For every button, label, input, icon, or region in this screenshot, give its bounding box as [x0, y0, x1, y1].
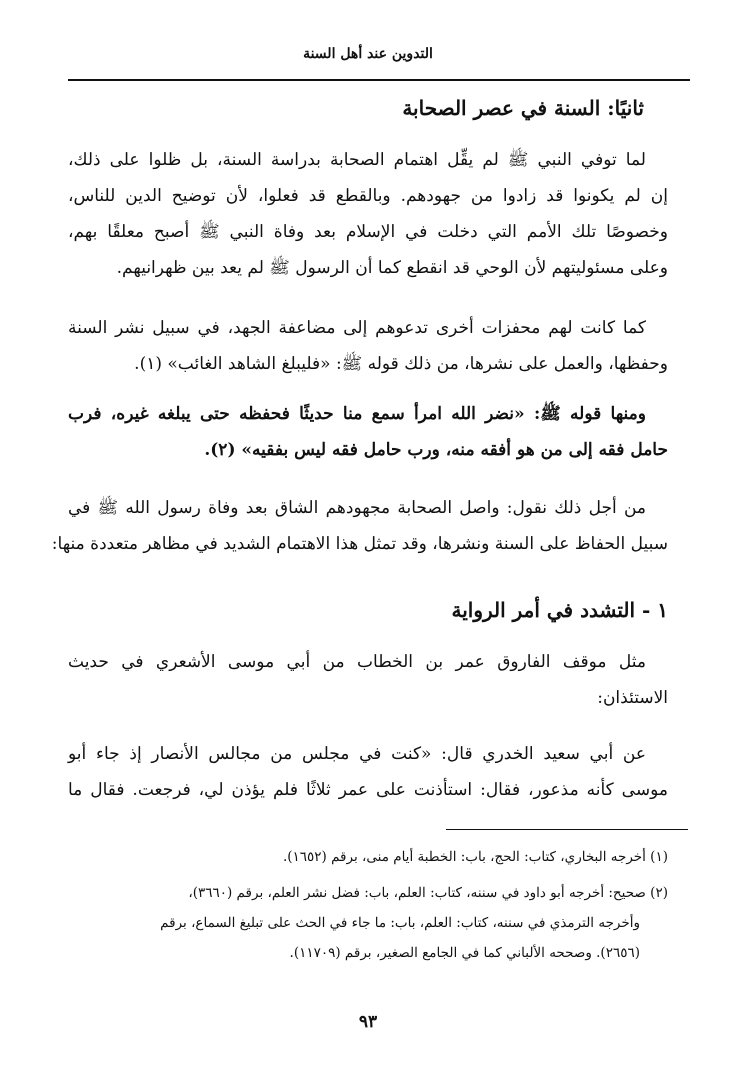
- footnote-line: (٢٦٥٦). وصححه الألباني كما في الجامع الصغير، برقم (١١٧٠٩).: [289, 945, 640, 961]
- paragraph-2: [68, 310, 668, 382]
- paragraph-line: مثل موقف الفاروق عمر بن الخطاب من أبي موسى الأشعري في حديث: [68, 652, 646, 672]
- paragraph-1: [68, 142, 668, 286]
- paragraph-4: [51, 490, 668, 562]
- footnote-2: [68, 878, 668, 968]
- footnote-1: [68, 842, 668, 872]
- subheading: ١ - التشدد في أمر الرواية: [451, 598, 668, 622]
- paragraph-line: الاستئذان:: [597, 688, 668, 708]
- paragraph-line: كما كانت لهم محفزات أخرى تدعوهم إلى مضاعفة الجهد، في سبيل نشر السنة: [68, 318, 646, 338]
- footnote-line: وأخرجه الترمذي في سننه، كتاب: العلم، باب: ما جاء في الحث على تبليغ السماع، برقم: [160, 915, 640, 931]
- paragraph-line: عن أبي سعيد الخدري قال: «كنت في مجلس من مجالس الأنصار إذ جاء أبو: [68, 744, 646, 764]
- paragraph-5: [68, 644, 668, 716]
- paragraph-line: حامل فقه إلى من هو أفقه منه، ورب حامل فقه ليس بفقيه» (٢).: [204, 440, 668, 460]
- paragraph-line: إن لم يكونوا قد زادوا من جهودهم. وبالقطع قد فعلوا، لأن توضيح الدين للناس،: [68, 186, 668, 206]
- footnote-line: (٢) صحيح: أخرجه أبو داود في سننه، كتاب: العلم، باب: فضل نشر العلم، برقم (٣٦٦٠)،: [188, 885, 668, 901]
- page-number: ٩٣: [358, 1012, 378, 1032]
- footnote-line: (١) أخرجه البخاري، كتاب: الحج، باب: الخطبة أيام منى، برقم (١٦٥٢).: [282, 849, 668, 865]
- footnote-rule: [446, 829, 688, 830]
- paragraph-line: ومنها قوله ﷺ: «نضر الله امرأ سمع منا حديثًا فحفظه حتى يبلغه غيره، فرب: [68, 404, 646, 424]
- running-head: التدوين عند أهل السنة: [303, 46, 433, 62]
- paragraph-line: من أجل ذلك نقول: واصل الصحابة مجهودهم الشاق بعد وفاة رسول الله ﷺ في: [68, 498, 646, 518]
- paragraph-line: وخصوصًا تلك الأمم التي دخلت في الإسلام بعد وفاة النبي ﷺ أصبح معلقًا بهم،: [68, 222, 668, 242]
- paragraph-3: [68, 396, 668, 468]
- paragraph-6: [68, 736, 668, 808]
- section-heading: ثانيًا: السنة في عصر الصحابة: [402, 96, 644, 120]
- footnotes: [68, 842, 668, 968]
- paragraph-line: وعلى مسئوليتهم لأن الوحي قد انقطع كما أن الرسول ﷺ لم يعد بين ظهرانيهم.: [116, 258, 668, 278]
- paragraph-line: سبيل الحفاظ على السنة ونشرها، وقد تمثل هذا الاهتمام الشديد في مظاهر متعددة منها:: [51, 534, 668, 554]
- paragraph-line: موسى كأنه مذعور، فقال: استأذنت على عمر ثلاثًا فلم يؤذن لي، فرجعت. فقال ما: [68, 780, 668, 800]
- header-rule: [68, 79, 690, 81]
- paragraph-line: لما توفي النبي ﷺ لم يقِّل اهتمام الصحابة بدراسة السنة، بل ظلوا على ذلك،: [68, 150, 646, 170]
- paragraph-line: وحفظها، والعمل على نشرها، من ذلك قوله ﷺ: «فليبلغ الشاهد الغائب» (١).: [134, 354, 668, 374]
